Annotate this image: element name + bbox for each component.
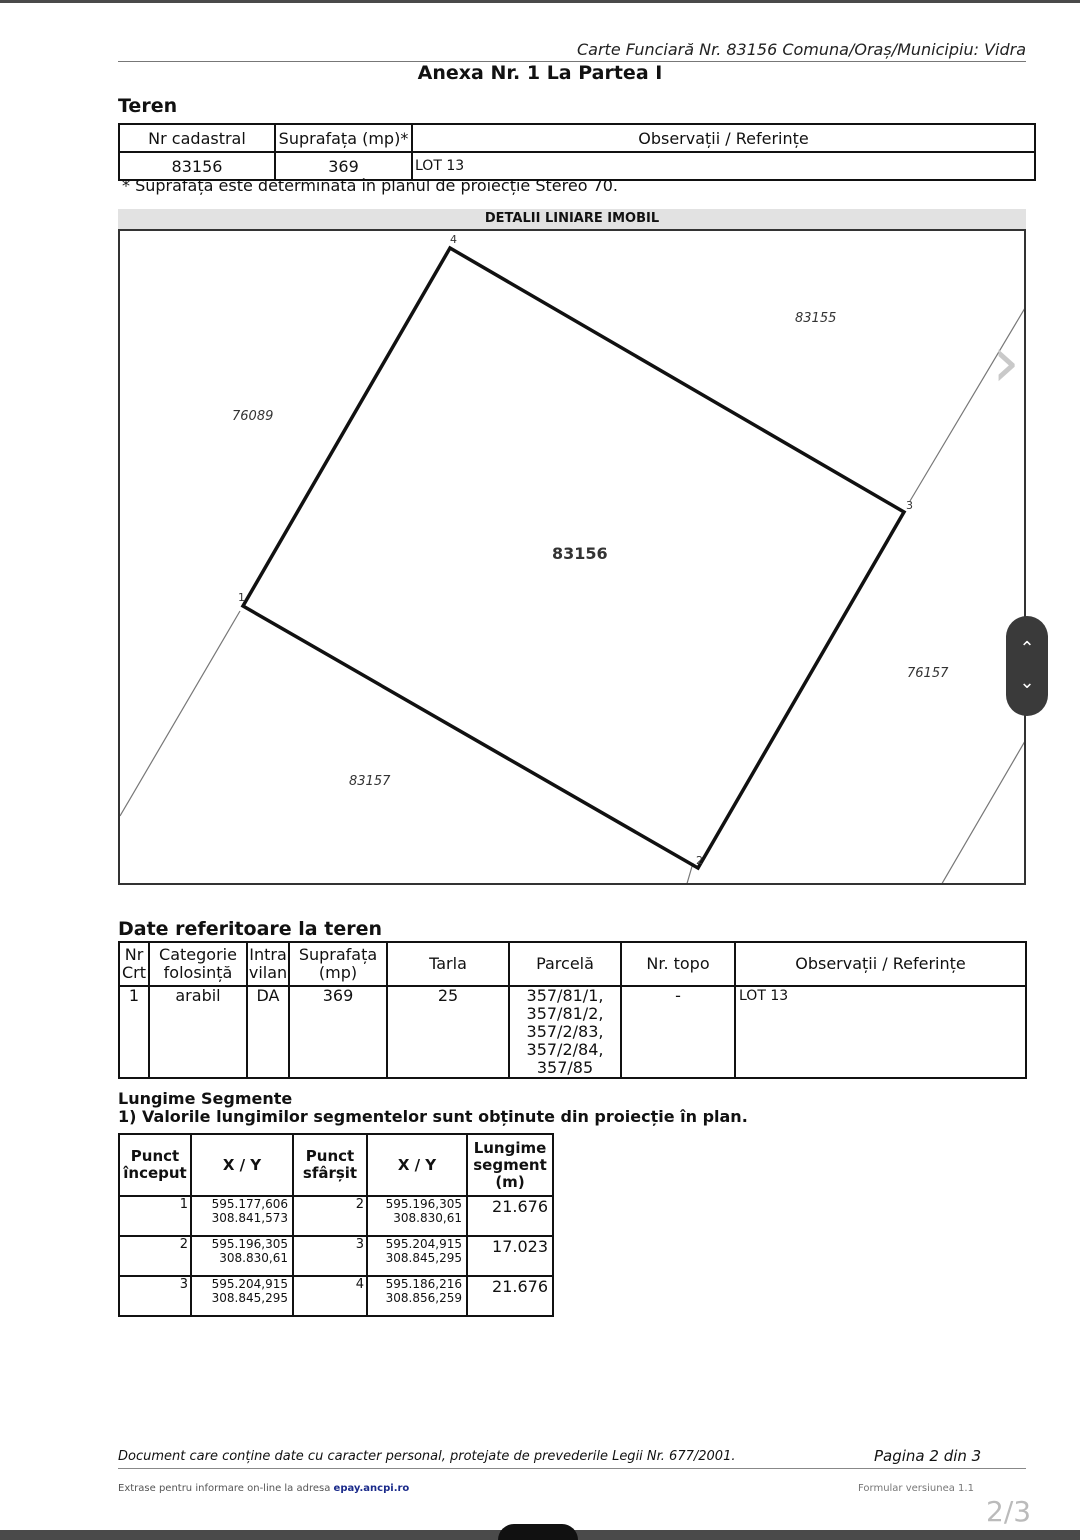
epay-link[interactable]: epay.ancpi.ro [333,1483,410,1494]
table-row [119,1196,553,1236]
cell-nr-crt: 1 [119,986,149,1078]
cell-tarla: 25 [387,986,509,1078]
neighbor-boundary-left [120,611,240,816]
top-status-line [0,0,1080,3]
segmente-title: Lungime Segmente [118,1089,293,1108]
coord-x: 595.177,606 [211,1197,288,1211]
date-teren-heading: Date referitoare la teren [118,918,382,940]
cell-categorie: arabil [149,986,247,1078]
cell-suprafata-mp: 369 [289,986,387,1078]
cell-length: 21.676 [467,1276,553,1316]
form-version: Formular versiunea 1.1 [858,1483,974,1494]
cell-end: 3 [293,1236,367,1276]
cell-xy-end [367,1196,467,1236]
coord-y: 308.845,295 [385,1251,462,1265]
cell-observatii-2: LOT 13 [735,986,1026,1078]
col-suprafata-mp: Suprafața (mp) [289,942,387,986]
col-observatii-2: Observații / Referințe [735,942,1026,986]
coord-y: 308.845,295 [211,1291,288,1305]
cell-xy-start [191,1196,293,1236]
segmente-table [118,1133,554,1317]
coord-x: 595.196,305 [385,1197,462,1211]
coord-x: 595.186,216 [385,1277,462,1291]
cell-intravilan: DA [247,986,289,1078]
cell-parcela: 357/81/1, 357/81/2, 357/2/83, 357/2/84, 357/85 [509,986,621,1078]
coord-y: 308.830,61 [393,1211,462,1225]
segmente-heading [118,1090,748,1126]
neighbor-76157: 76157 [907,666,949,681]
cf-title: Carte Funciară Nr. 83156 Comuna/Oraș/Municipiu: Vidra [577,40,1026,59]
col-suprafata: Suprafața (mp)* [275,124,412,152]
extract-text: Extrase pentru informare on-line la adresa [118,1483,331,1494]
chevron-down-icon[interactable]: ⌄ [1019,672,1035,693]
cell-xy-end [367,1236,467,1276]
stereo-footnote: * Suprafața este determinată în planul de proiecție Stereo 70. [122,176,619,195]
vertex-4: 4 [450,233,457,246]
segmente-subtitle: 1) Valorile lungimilor segmentelor sunt obținute din proiecție în plan. [118,1107,748,1126]
footer-divider [118,1468,1026,1469]
teren-heading: Teren [118,95,178,117]
col-tarla: Tarla [387,942,509,986]
cell-start: 1 [119,1196,191,1236]
teren-table [118,123,1036,181]
col-observatii: Observații / Referințe [412,124,1035,152]
col-xy-end: X / Y [367,1134,467,1196]
privacy-notice: Document care conține date cu caracter personal, protejate de prevederile Legii Nr. 677/2001. [118,1449,736,1464]
vertex-1: 1 [238,591,245,604]
detalii-bar: DETALII LINIARE IMOBIL [118,209,1026,229]
cell-suprafata: 369 [275,152,412,180]
cell-start: 3 [119,1276,191,1316]
col-nr-cadastral: Nr cadastral [119,124,275,152]
neighbor-83157: 83157 [349,774,391,789]
cell-end: 4 [293,1276,367,1316]
vertex-3: 3 [906,499,913,512]
cell-xy-end [367,1276,467,1316]
coord-x: 595.204,915 [211,1277,288,1291]
chevron-up-icon[interactable]: ⌃ [1019,638,1035,659]
coord-x: 595.204,915 [385,1237,462,1251]
page-number: Pagina 2 din 3 [874,1447,982,1465]
neighbor-boundary-right-bottom [940,736,1026,885]
date-teren-table [118,941,1027,1079]
annex-title: Anexa Nr. 1 La Partea I [417,62,663,84]
extract-note [118,1483,409,1494]
col-xy-start: X / Y [191,1134,293,1196]
coord-x: 595.196,305 [211,1237,288,1251]
table-row [119,1276,553,1316]
col-punct-inceput: Punct început [119,1134,191,1196]
col-nr-topo: Nr. topo [621,942,735,986]
viewer-page-counter: 2/3 [986,1495,1032,1528]
coord-y: 308.830,61 [219,1251,288,1265]
cell-end: 2 [293,1196,367,1236]
cell-nr-topo: - [621,986,735,1078]
next-page-button[interactable] [980,322,1032,402]
parcel-plan [118,229,1026,885]
col-categorie: Categorie folosință [149,942,247,986]
cell-xy-start [191,1236,293,1276]
chevron-right-icon: › [992,321,1020,403]
cell-length: 21.676 [467,1196,553,1236]
cell-start: 2 [119,1236,191,1276]
cell-length: 17.023 [467,1236,553,1276]
col-intravilan: Intra vilan [247,942,289,986]
coord-y: 308.856,259 [385,1291,462,1305]
col-nr-crt: Nr Crt [119,942,149,986]
col-parcela: Parcelă [509,942,621,986]
coord-y: 308.841,573 [211,1211,288,1225]
cell-observatii: LOT 13 [412,152,1035,180]
table-row [119,1236,553,1276]
parcel-number: 83156 [552,544,608,563]
col-punct-sfarsit: Punct sfârșit [293,1134,367,1196]
page-scroll-control[interactable] [1006,616,1048,716]
neighbor-76089: 76089 [232,409,274,424]
cell-xy-start [191,1276,293,1316]
col-lungime: Lungime segment (m) [467,1134,553,1196]
vertex-2: 2 [696,854,703,867]
cell-nr-cadastral: 83156 [119,152,275,180]
home-indicator[interactable] [498,1524,578,1540]
neighbor-83155: 83155 [795,311,837,326]
